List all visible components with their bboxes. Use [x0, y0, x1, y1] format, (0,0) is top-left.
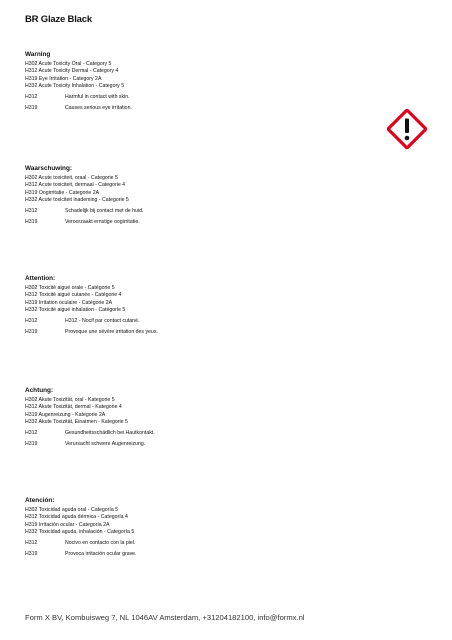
- hazard-category-line: H312 Acute Toxicity Dermal - Category 4: [25, 68, 119, 75]
- ghs-pictogram: [387, 109, 427, 149]
- hazard-statement-code: H319: [25, 441, 38, 448]
- hazard-category-line: H302 Acute Toxicity Oral - Category 5: [25, 61, 112, 67]
- hazard-statement-code: H319: [25, 105, 38, 112]
- hazard-statement-row: [25, 208, 405, 215]
- hazard-statement-row: [25, 551, 405, 558]
- hazard-statement-text: Provoque une sévère irritation des yeux.: [65, 329, 158, 336]
- hazard-category-line: H312 Toxicidad aguda dérmica - Categoría 4: [25, 514, 128, 521]
- hazard-statement-text: Causes serious eye irritation.: [65, 105, 132, 112]
- footer-contact: Form X BV, Kombuisweg 7, NL 1046AV Amsterdam, +31204182100, info@formx.nl: [25, 613, 305, 622]
- hazard-statement-row: [25, 94, 405, 101]
- hazard-statement-code: H312: [25, 317, 38, 324]
- hazard-statement-row: [25, 329, 405, 336]
- hazard-section-nl: [25, 165, 405, 226]
- exclamation-mark-icon: [387, 109, 427, 149]
- hazard-statement-code: H312: [25, 539, 38, 546]
- hazard-statement-code: H319: [25, 219, 38, 226]
- hazard-statement-text: Provoca irritación ocular grave.: [65, 551, 137, 558]
- hazard-category-line: H312 Akute Toxizität, dermal - Kategorie 4: [25, 404, 122, 411]
- hazard-section-en: [25, 51, 405, 112]
- hazard-statement-code: H319: [25, 551, 38, 558]
- hazard-section-de: [25, 387, 405, 448]
- hazard-statement-row: [25, 219, 405, 226]
- hazard-category-line: H312 Acute toxiciteit, dermaal - Categorie 4: [25, 182, 126, 189]
- hazard-statement-code: H319: [25, 329, 38, 336]
- hazard-statement-code: H312: [25, 429, 38, 436]
- hazard-statement-row: [25, 430, 405, 437]
- hazard-statement-text: Veroorzaakt ernstige oogirritatie.: [65, 219, 140, 226]
- section-heading: Achtung:: [25, 387, 54, 394]
- hazard-category-line: H302 Toxicité aiguë orale - Catégorie 5: [25, 285, 115, 291]
- hazard-statement-row: [25, 540, 405, 547]
- hazard-category-line: H302 Acute toxiciteit, oraal - Categorie 5: [25, 175, 118, 181]
- hazard-statement-text: Harmful in contact with skin.: [65, 93, 130, 100]
- hazard-category-line: H302 Akute Toxizität, oral - Kategorie 5: [25, 397, 115, 403]
- hazard-category-line: H319 Oogirritatie - Categorie 2A: [25, 189, 100, 196]
- hazard-category-line: H332 Acute toxiciteit inademing - Categorie 5: [25, 197, 129, 204]
- hazard-category-line: H332 Toxicité aiguë inhalation - Catégorie 5: [25, 307, 126, 314]
- hazard-category-line: H319 Eye Irritation - Category 2A: [25, 75, 102, 82]
- hazard-category-line: H319 Augenreizung - Kategorie 2A: [25, 411, 106, 418]
- section-heading: Attention:: [25, 275, 56, 282]
- hazard-statement-text: Nocivo en contacto con la piel.: [65, 539, 136, 546]
- hazard-section-es: [25, 497, 405, 558]
- hazard-statement-row: [25, 105, 405, 112]
- hazard-category-line: H332 Akute Toxizität, Einatmen - Kategorie 5: [25, 419, 128, 426]
- hazard-category-line: H332 Acute Toxicity Inhalation - Category 5: [25, 83, 125, 90]
- hazard-statement-code: H312: [25, 207, 38, 214]
- hazard-statement-text: Verursacht schwere Augenreizung.: [65, 441, 146, 448]
- hazard-category-line: H332 Toxicidad aguda, inhalación - Categoría 5: [25, 529, 135, 536]
- page-title: BR Glaze Black: [25, 14, 92, 25]
- hazard-statement-text: H312 - Nocif par contact cutané.: [65, 317, 140, 324]
- hazard-category-line: H319 Irritation oculaire - Catégorie 2A: [25, 299, 113, 306]
- hazard-statement-text: Schadelijk bij contact met de huid.: [65, 207, 144, 214]
- hazard-statement-row: [25, 318, 405, 325]
- hazard-statement-code: H312: [25, 93, 38, 100]
- hazard-category-line: H302 Toxicidad aguda oral - Categoría 5: [25, 507, 119, 513]
- section-heading: Warning: [25, 51, 51, 58]
- section-heading: Atención:: [25, 497, 55, 504]
- hazard-statement-text: Gesundheitsschädlich bei Hautkontakt.: [65, 429, 155, 436]
- section-heading: Waarschuwing:: [25, 165, 72, 172]
- hazard-category-line: H312 Toxicité aiguë cutanée - Catégorie 4: [25, 292, 122, 299]
- hazard-section-fr: [25, 275, 405, 336]
- hazard-category-line: H319 Irritación ocular - Categoría 2A: [25, 521, 110, 528]
- hazard-statement-row: [25, 441, 405, 448]
